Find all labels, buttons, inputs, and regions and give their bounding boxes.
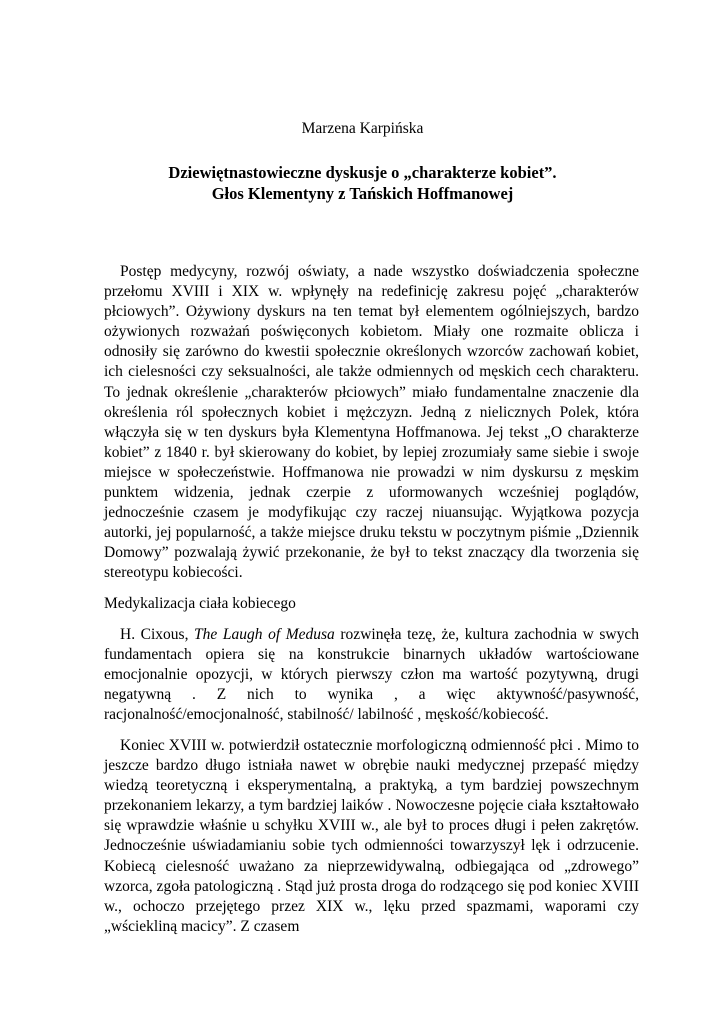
title-line-1: Dziewiętnastowieczne dyskusje o „charakterze kobiet”. bbox=[168, 163, 557, 182]
cited-work-title: The Laugh of Medusa bbox=[194, 626, 335, 643]
document-title bbox=[0, 162, 725, 204]
cixous-paragraph-rest: rozwinęła tezę, że, kultura zachodnia w swych fundamentach opiera się na konstrukcie binarnych układów wartościowane emocjonalnie opozycji, w których pierwszy człon ma wartość pozytywną, drugi negatywną . Z nich to wynika , a więc aktywność/pasywność, racjonalność/emocjonalność, stabilność/ labilność , męskość/kobiecość. bbox=[104, 626, 640, 724]
title-line-2: Głos Klementyny z Tańskich Hoffmanowej bbox=[211, 184, 514, 203]
medicine-paragraph: Koniec XVIII w. potwierdził ostatecznie morfologiczną odmienność płci . Mimo to jeszcze bardzo długo istniała nawet w obrębie nauki medycznej przepaść między wiedzą teoretyczną i eksperymentalną, a praktyką, a tym bardziej powszechnym przekonaniem lekarzy, a tym bardziej laików . Nowoczesne pojęcie ciała kształtowało się wprawdzie właśnie u schyłku XVIII w., ale był to proces długi i pełen zakrętów. Jednocześnie uświadamianiu sobie tych odmienności towarzyszył lęk i odrzucenie. Kobiecą cielesność uważano za nieprzewidywalną, odbiegająca od „zdrowego” wzorca, zgoła patologiczną . Stąd już prosta droga do rodzącego się pod koniec XVIII w., ochoczo przejętego przez XIX w., lęku przed spazmami, waporami czy „wściekliną macicy”. Z czasem bbox=[104, 737, 639, 935]
author-name: Marzena Karpińska bbox=[301, 120, 424, 137]
intro-paragraph: Postęp medycyny, rozwój oświaty, a nade wszystko doświadczenia społeczne przełomu XVIII i XIX w. wpłynęły na redefinicję zakresu pojęć „charakterów płciowych”. Ożywiony dyskurs na ten temat był elementem ogólniejszych, bardzo ożywionych rozważań poświęconych kobietom. Miały one rozmaite oblicza i odnosiły się zarówno do kwestii społecznie określonych wzorców zachowań kobiet, ich cielesności czy seksualności, ale także odmiennych od męskich cech charakteru. To jednak określenie „charakterów płciowych” miało fundamentalne znaczenie dla określenia ról społecznych kobiet i mężczyzn. Jedną z nielicznych Polek, która włączyła się w ten dyskurs była Klementyna Hoffmanowa. Jej tekst „O charakterze kobiet” z 1840 r. był skierowany do kobiet, by lepiej zrozumiały same siebie i swoje miejsce w społeczeństwie. Hoffmanowa nie prowadzi w nim dyskursu z męskim punktem widzenia, jednak czerpie z uformowanych wcześniej poglądów, jednocześnie czasem je modyfikując czy raczej niuansując. Wyjątkowa pozycja autorki, jej popularność, a także miejsce druku tekstu w poczytnym piśmie „Dziennik Domowy” pozwalają żywić przekonanie, że był to tekst znaczący dla tworzenia się stereotypu kobiecości. bbox=[104, 263, 639, 582]
section-heading: Medykalizacja ciała kobiecego bbox=[104, 595, 296, 612]
cixous-paragraph bbox=[104, 625, 639, 725]
cixous-paragraph-start: H. Cixous, bbox=[120, 626, 195, 643]
